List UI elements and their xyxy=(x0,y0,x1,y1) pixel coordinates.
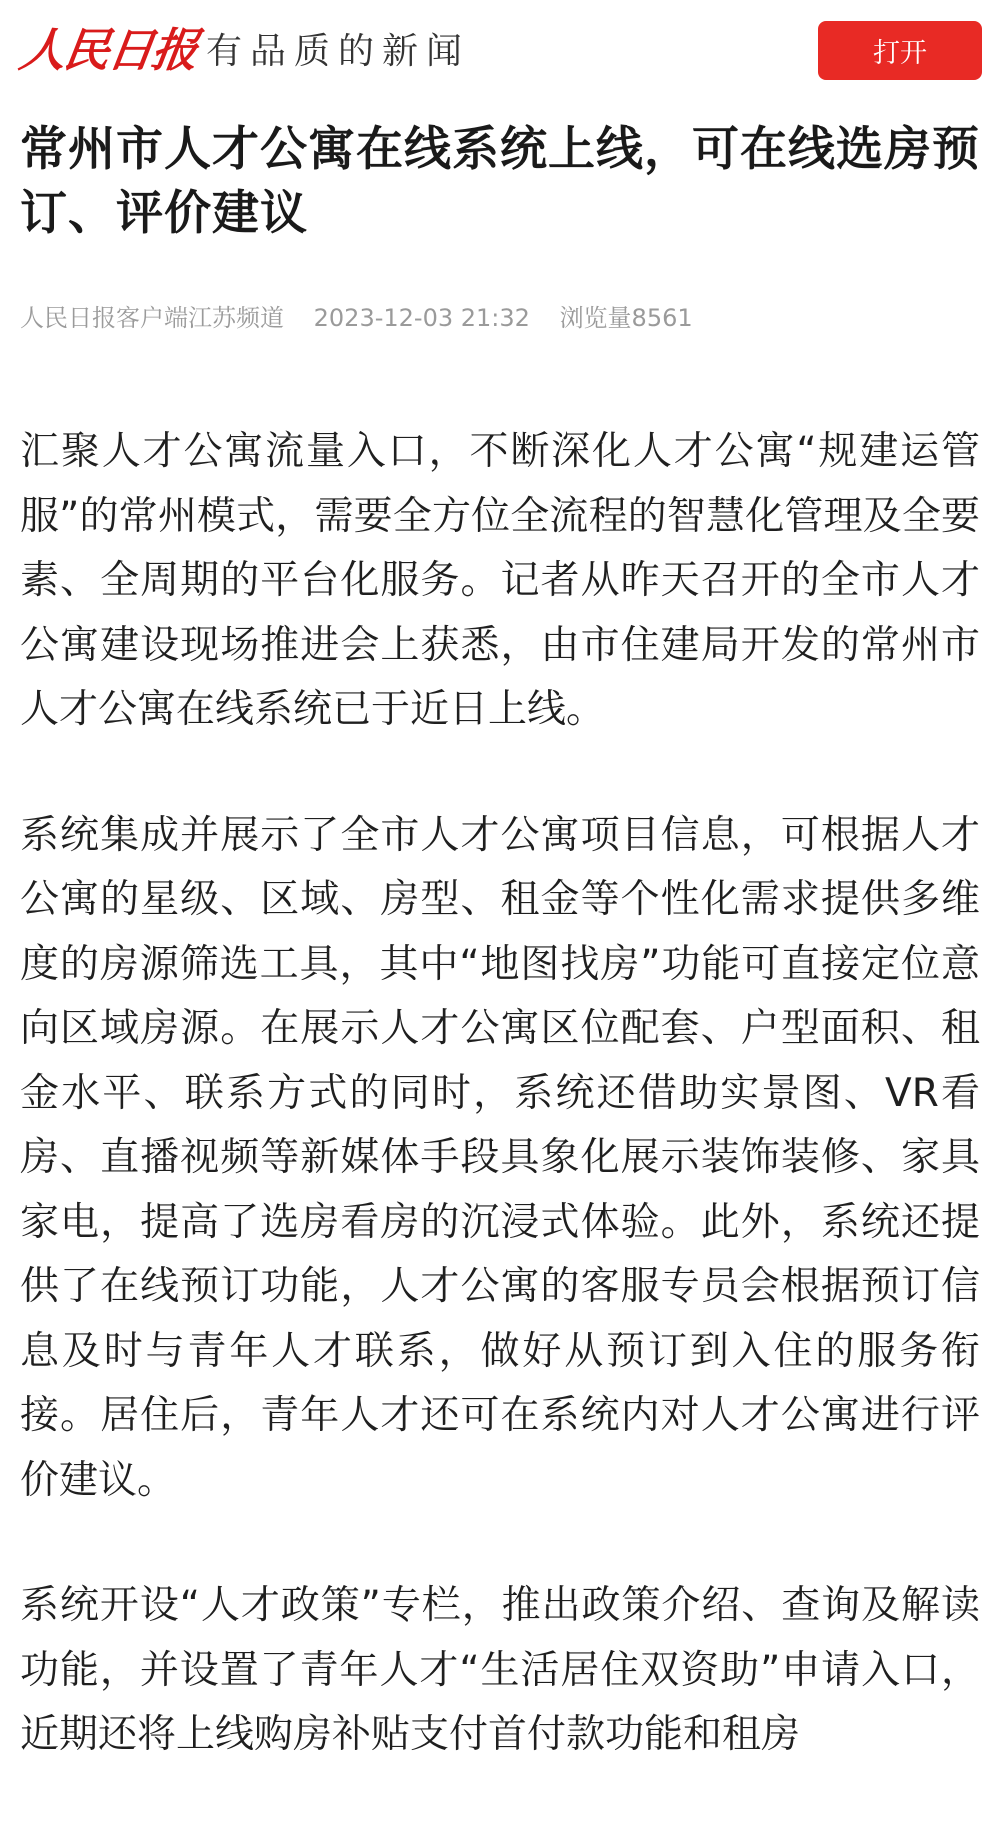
article-body xyxy=(20,420,980,1829)
article-datetime: 2023-12-03 21:32 xyxy=(313,304,530,332)
article-paragraph: 系统集成并展示了全市人才公寓项目信息，可根据人才公寓的星级、区域、房型、租金等个性化需求提供多维度的房源筛选工具，其中“地图找房”功能可直接定位意向区域房源。在展示人才公寓区位配套、户型面积、租金水平、联系方式的同时，系统还借助实景图、VR看房、直播视频等新媒体手段具象化展示装饰装修、家具家电，提高了选房看房的沉浸式体验。此外，系统还提供了在线预订功能，人才公寓的客服专员会根据预订信息及时与青年人才联系，做好从预订到入住的服务衔接。居住后，青年人才还可在系统内对人才公寓进行评价建议。 xyxy=(20,812,980,1503)
article-title: 常州市人才公寓在线系统上线，可在线选房预订、评价建议 xyxy=(20,122,980,241)
logo-text: 人民日报 xyxy=(16,23,200,77)
people-daily-logo[interactable] xyxy=(16,18,200,82)
article-source: 人民日报客户端江苏频道 xyxy=(20,304,284,332)
slogan: 有品质的新闻 xyxy=(206,31,471,72)
article-meta xyxy=(20,300,715,336)
article-paragraph: 汇聚人才公寓流量入口，不断深化人才公寓“规建运管服”的常州模式，需要全方位全流程的智慧化管理及全要素、全周期的平台化服务。记者从昨天召开的全市人才公寓建设现场推进会上获悉，由市住建局开发的常州市人才公寓在线系统已于近日上线。 xyxy=(20,429,980,732)
open-app-button[interactable]: 打开 xyxy=(818,21,982,80)
article-paragraph: 系统开设“人才政策”专栏，推出政策介绍、查询及解读功能，并设置了青年人才“生活居住双资助”申请入口，近期还将上线购房补贴支付首付款功能和租房 xyxy=(20,1583,980,1757)
article-views: 浏览量8561 xyxy=(559,304,693,332)
app-download-banner xyxy=(0,0,1000,100)
